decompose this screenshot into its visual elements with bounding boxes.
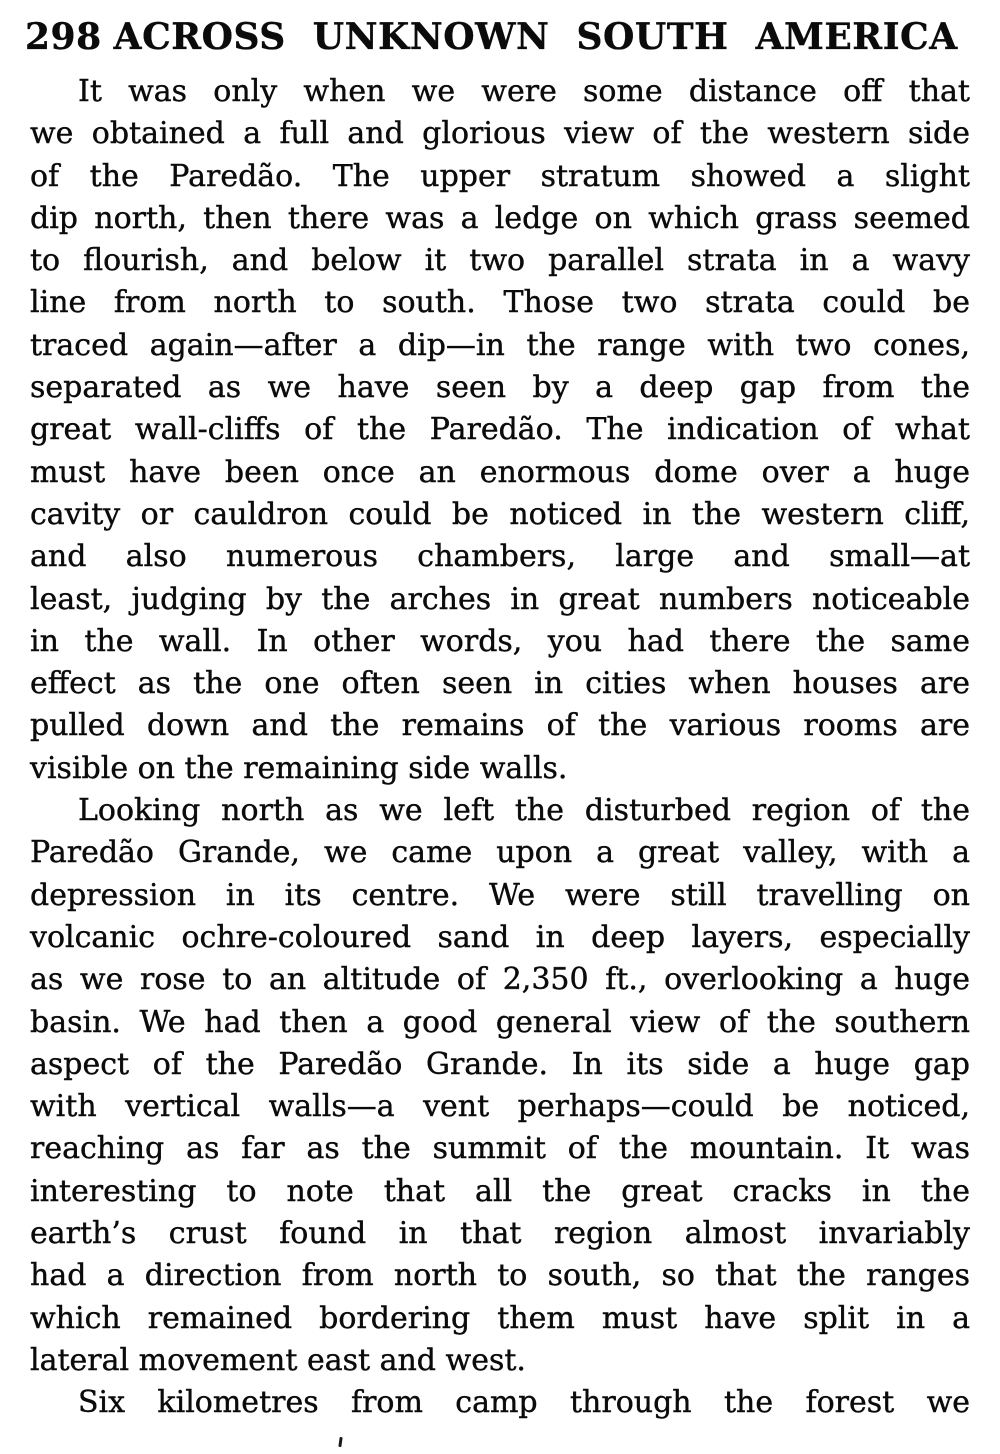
- page-body: [30, 71, 970, 1425]
- text-line: visible on the remaining side walls.: [30, 750, 568, 786]
- text-line: effect as the one often seen in cities when houses are: [30, 666, 970, 702]
- text-line: lateral movement east and west.: [30, 1342, 526, 1378]
- text-line: and also numerous chambers, large and small—at: [30, 539, 970, 575]
- paragraph: [30, 790, 970, 1382]
- text-line: we obtained a full and glorious view of the western side: [30, 116, 970, 152]
- page-number: 298: [25, 16, 102, 58]
- text-line: dip north, then there was a ledge on which grass seemed: [30, 200, 970, 236]
- running-header: [25, 16, 970, 58]
- text-line: Paredão Grande, we came upon a great valley, with a: [30, 835, 970, 871]
- text-line: separated as we have seen by a deep gap from the: [30, 370, 970, 406]
- text-line: Six kilometres from camp through the forest we: [78, 1385, 970, 1421]
- text-line: interesting to note that all the great cracks in the: [30, 1173, 970, 1209]
- text-line: earth’s crust found in that region almost invariably: [30, 1216, 970, 1252]
- text-line: It was only when we were some distance off that: [78, 74, 970, 109]
- paragraph: [30, 1382, 970, 1424]
- text-line: great wall-cliffs of the Paredão. The indication of what: [30, 412, 970, 448]
- paragraph: [30, 71, 970, 790]
- text-line: cavity or cauldron could be noticed in the western cliff,: [30, 496, 970, 532]
- text-line: traced again—after a dip—in the range with two cones,: [30, 327, 970, 363]
- text-line: had a direction from north to south, so that the ranges: [30, 1258, 970, 1294]
- text-line: Looking north as we left the disturbed region of the: [78, 793, 970, 829]
- text-line: aspect of the Paredão Grande. In its side a huge gap: [30, 1046, 970, 1082]
- text-line: volcanic ochre-coloured sand in deep layers, especially: [30, 919, 970, 955]
- text-line: basin. We had then a good general view of the southern: [30, 1004, 970, 1040]
- text-line: of the Paredão. The upper stratum showed a slight: [30, 158, 970, 194]
- text-line: must have been once an enormous dome over a huge: [30, 454, 970, 490]
- text-line: pulled down and the remains of the various rooms are: [30, 708, 970, 744]
- text-line: line from north to south. Those two strata could be: [30, 285, 970, 321]
- text-line: in the wall. In other words, you had there the same: [30, 623, 970, 659]
- text-line: least, judging by the arches in great numbers noticeable: [30, 581, 970, 617]
- running-title: ACROSS UNKNOWN SOUTH AMERICA: [113, 16, 958, 58]
- ink-speck: [338, 1437, 342, 1447]
- text-line: to flourish, and below it two parallel strata in a wavy: [30, 243, 970, 279]
- text-line: with vertical walls—a vent perhaps—could be noticed,: [30, 1089, 970, 1125]
- text-line: which remained bordering them must have split in a: [30, 1300, 970, 1336]
- text-line: as we rose to an altitude of 2,350 ft., overlooking a huge: [30, 962, 970, 998]
- text-line: depression in its centre. We were still travelling on: [30, 877, 970, 913]
- text-line: reaching as far as the summit of the mountain. It was: [30, 1131, 970, 1167]
